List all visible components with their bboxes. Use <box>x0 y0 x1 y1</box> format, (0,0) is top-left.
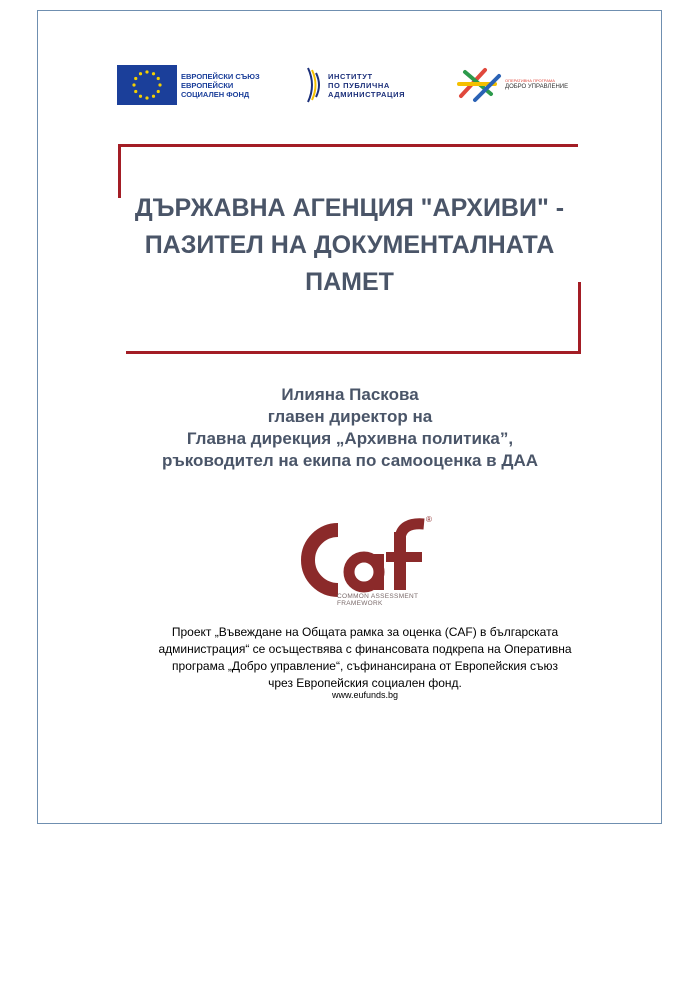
project-line: чрез Европейския социален фонд. <box>268 676 462 690</box>
ipa-line: ИНСТИТУТ <box>328 71 373 81</box>
caf-sub-line: COMMON ASSESSMENT <box>337 593 419 600</box>
good-governance-mark-icon <box>455 64 503 104</box>
eu-star-icon <box>152 72 155 75</box>
title-line: ПАЗИТЕЛ НА ДОКУМЕНТАЛНАТА <box>144 231 555 259</box>
author-name: Илияна Паскова <box>281 385 419 404</box>
good-governance-logo <box>455 64 568 104</box>
eu-star-icon <box>139 72 142 75</box>
eu-line: ЕВРОПЕЙСКИ <box>181 80 234 90</box>
eu-star-icon <box>152 95 155 98</box>
project-line: програма „Добро управление“, съфинансирана от Европейския съюз <box>172 659 558 673</box>
eu-line: СОЦИАЛЕН ФОНД <box>181 89 250 99</box>
eu-star-icon <box>157 77 160 80</box>
ipa-logo-text <box>328 72 405 99</box>
ipa-line: АДМИНИСТРАЦИЯ <box>328 89 406 99</box>
title-frame-top <box>118 144 578 147</box>
document-title <box>118 190 581 301</box>
eu-line: ЕВРОПЕЙСКИ СЪЮЗ <box>181 71 260 81</box>
project-line: Проект „Въвеждане на Общата рамка за оценка (CAF) в българската <box>171 625 559 639</box>
eu-star-icon <box>145 70 148 73</box>
caf-subtitle <box>337 593 418 607</box>
eu-star-icon <box>139 95 142 98</box>
eu-star-icon <box>132 83 135 86</box>
ipa-mark-icon <box>306 66 324 104</box>
eu-logo-text <box>181 72 260 99</box>
title-line: ПАМЕТ <box>305 268 394 296</box>
eu-star-icon <box>134 90 137 93</box>
author-department: Главна дирекция „Архивна политика”, <box>186 429 514 448</box>
ipa-line: ПО ПУБЛИЧНА <box>328 80 390 90</box>
eu-star-icon <box>145 96 148 99</box>
logos-row <box>0 0 680 120</box>
author-block <box>60 384 640 472</box>
eu-star-icon <box>158 83 161 86</box>
project-line: администрация“ се осъществява с финансовата подкрепа на Оперативна <box>158 642 572 656</box>
author-position: главен директор на <box>267 407 433 426</box>
eu-logo <box>117 65 260 105</box>
eu-flag-icon <box>117 65 177 105</box>
gg-line: ДОБРО УПРАВЛЕНИЕ <box>505 84 569 90</box>
project-url: www.eufunds.bg <box>331 690 399 700</box>
gg-small-line: ОПЕРАТИВНА ПРОГРАМА <box>505 78 555 83</box>
ipa-logo <box>306 66 405 104</box>
title-line: ДЪРЖАВНА АГЕНЦИЯ "АРХИВИ" - <box>134 194 565 222</box>
eu-star-icon <box>134 77 137 80</box>
eu-star-icon <box>157 90 160 93</box>
project-description <box>120 624 610 692</box>
author-role: ръководител на екипа по самооценка в ДАА <box>162 451 538 470</box>
title-frame-bottom <box>126 351 581 354</box>
caf-registered-mark: ® <box>426 515 432 524</box>
good-governance-text <box>505 77 568 91</box>
caf-sub-line: FRAMEWORK <box>337 600 383 607</box>
